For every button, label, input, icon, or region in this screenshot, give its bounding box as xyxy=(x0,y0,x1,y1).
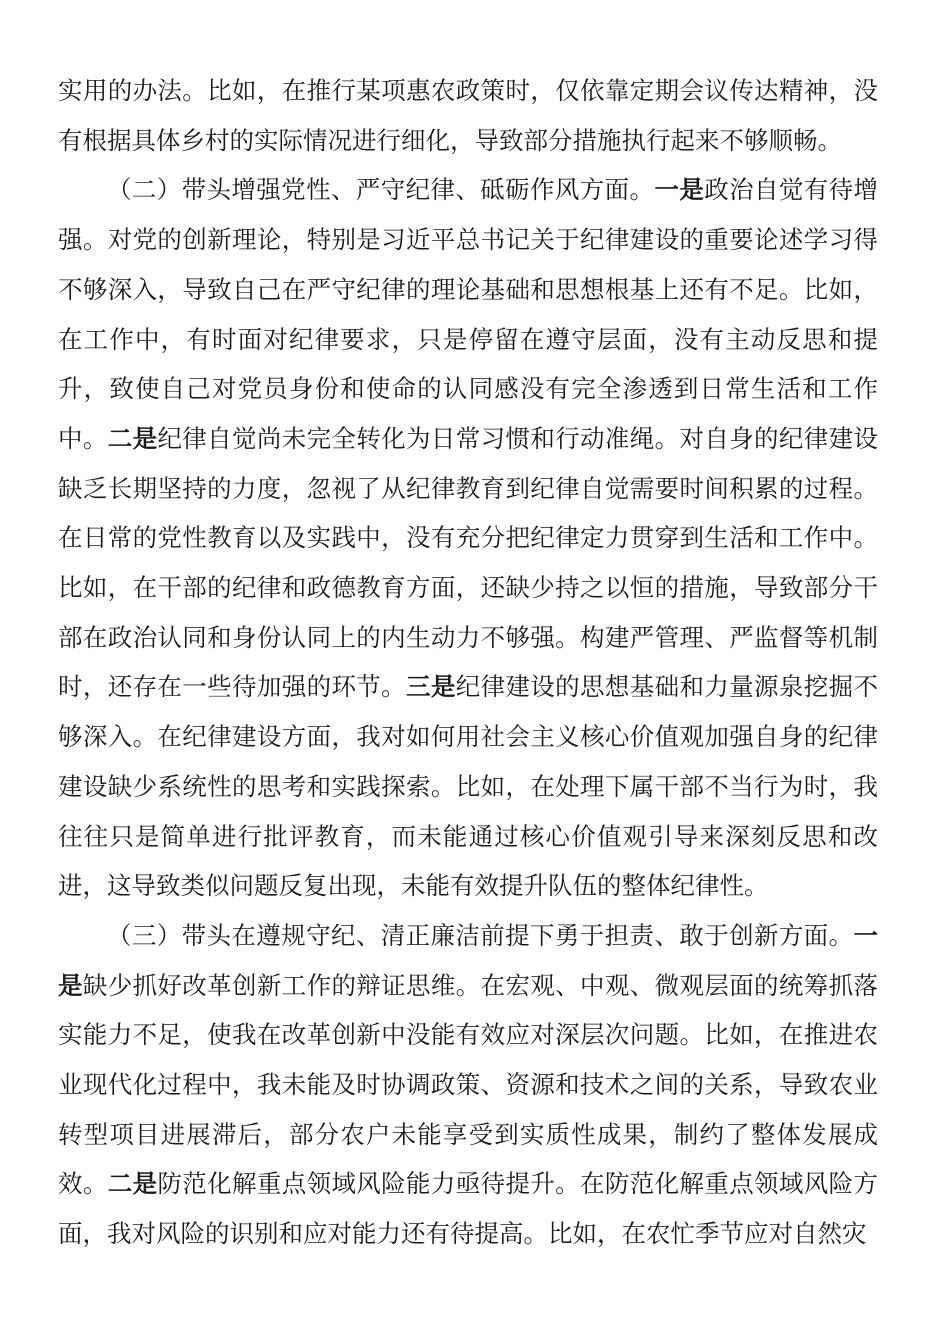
paragraph-continuation xyxy=(58,66,878,165)
point-marker-one: 一是 xyxy=(654,175,705,205)
paragraph-text: 实用的办法。比如，在推行某项惠农政策时，仅依靠定期会议传达精神，没有根据具体乡村的实际情况进行细化，导致部分措施执行起来不够顺畅。 xyxy=(58,76,878,155)
point-marker-three: 三是 xyxy=(406,672,456,702)
section-heading-text: （二）带头增强党性、严守纪律、砥砺作风方面。 xyxy=(107,175,655,205)
paragraph-text: 防范化解重点领域风险能力亟待提升。在防范化解重点领域风险方面，我对风险的识别和应对能力还有待提高。比如，在农忙季节应对自然灾 xyxy=(58,1169,878,1249)
document-page xyxy=(58,66,878,1259)
section-heading-text: （三）带头在遵规守纪、清正廉洁前提下勇于担责、敢于创新方面。 xyxy=(107,920,854,950)
paragraph-text: 缺少抓好改革创新工作的辩证思维。在宏观、中观、微观层面的统筹抓落实能力不足，使我在改革创新中没能有效应对深层次问题。比如，在推进农业现代化过程中，我未能及时协调政策、资源和技术之间的关系，导致农业转型项目进展滞后，部分农户未能享受到实质性成果，制约了整体发展成效。 xyxy=(58,970,878,1199)
point-marker-two: 二是 xyxy=(107,1169,158,1199)
point-marker-two: 二是 xyxy=(107,423,158,453)
paragraph-text: 纪律建设的思想基础和力量源泉挖掘不够深入。在纪律建设方面，我对如何用社会主义核心价值观加强自身的纪律建设缺少系统性的思考和实践探索。比如，在处理下属干部不当行为时，我往往只是简单进行批评教育，而未能通过核心价值观引导来深刻反思和改进，这导致类似问题反复出现，未能有效提升队伍的整体纪律性。 xyxy=(58,672,878,901)
paragraph-text: 纪律自觉尚未完全转化为日常习惯和行动准绳。对自身的纪律建设缺乏长期坚持的力度，忽视了从纪律教育到纪律自觉需要时间积累的过程。在日常的党性教育以及实践中，没有充分把纪律定力贯穿到生活和工作中。比如，在干部的纪律和政德教育方面，还缺少持之以恒的措施，导致部分干部在政治认同和身份认同上的内生动力不够强。构建严管理、严监督等机制时，还存在一些待加强的环节。 xyxy=(58,423,878,702)
paragraph-section-two xyxy=(58,165,878,911)
point-marker-one: 一是 xyxy=(58,920,878,1000)
paragraph-section-three xyxy=(58,911,878,1259)
paragraph-text: 政治自觉有待增强。对党的创新理论，特别是习近平总书记关于纪律建设的重要论述学习得不够深入，导致自己在严守纪律的理论基础和思想根基上还有不足。比如，在工作中，有时面对纪律要求，只是停留在遵守层面，没有主动反思和提升，致使自己对党员身份和使命的认同感没有完全渗透到日常生活和工作中。 xyxy=(58,175,879,453)
